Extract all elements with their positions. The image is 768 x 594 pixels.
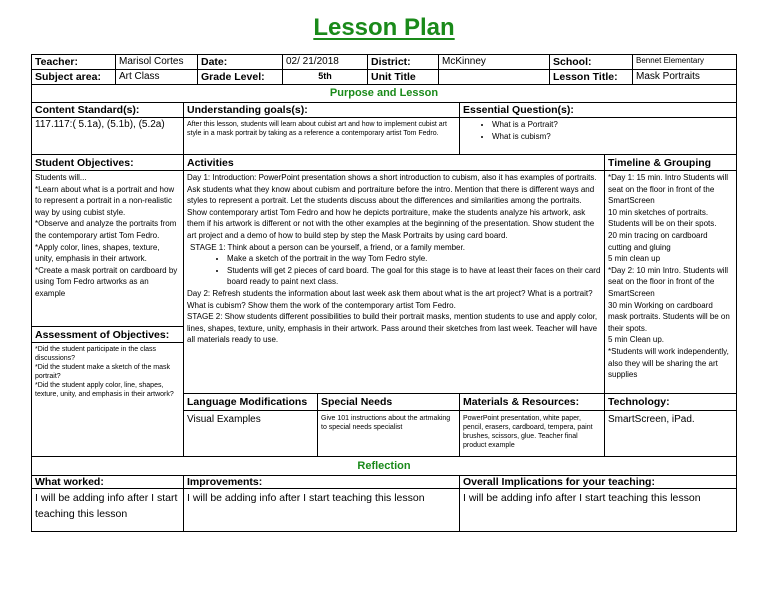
district-label: District: (367, 54, 439, 70)
materials-label: Materials & Resources: (459, 393, 605, 411)
objectives-list (31, 170, 184, 327)
essential-item: • What is a Portrait? (492, 119, 736, 131)
content-standards-label: Content Standard(s): (35, 104, 140, 116)
school-value: Bennet Elementary (632, 54, 737, 70)
timeline-line: 20 min tracing on cardboard cutting and gluing (608, 230, 708, 252)
timeline-line: 5 min clean up (608, 254, 661, 264)
teacher-label: Teacher: (31, 54, 116, 70)
objective-line: *Learn about what is a portrait and how to represent a portrait in a non-realistic way by using cubist style. (35, 184, 175, 217)
subject-value: Art Class (115, 69, 198, 85)
activities-day1: Day 1: Introduction: PowerPoint presentation shows a short introduction to cubism, also it has examples of portraits. Ask students what they know about cubism and portraiture before the intro. Mention that there is different ways and styles to represent a portrait. Let the students discuss about the differences and similarities among the portraits. Show contemporary artist Tom Fedro and how he depicts portraiture, make the students analyze his artwork, ask them if his artwork is different or not with the other examples at the beginning of the presentation. Show student the art project and a demo of how to build step by step the Mask Portraits by using card board. (187, 173, 597, 240)
date-value: 02/ 21/2018 (282, 54, 368, 70)
technology-label: Technology: (604, 393, 737, 411)
school-label: School: (549, 54, 633, 70)
activities-stage2: STAGE 2: Show students different possibilities to build their portrait masks, mention students to use and apply color, lines, shapes, texture, unity, emphasis in their artwork. Pass around their sketches from last week. Teacher will have all materials ready to use. (187, 312, 598, 345)
objective-line: *Observe and analyze the portraits from the contemporary artist Tom Fedro. (35, 219, 177, 240)
objective-line: *Apply color, lines, shapes, texture, unity, emphasis in their artwork. (35, 242, 160, 264)
materials-value: PowerPoint presentation, white paper, pencil, erasers, cardboard, tempera, paint brushes, scissors, glue. Teacher final product example (459, 410, 605, 457)
stage1-item: • Students will get 2 pieces of card board. The goal for this stage is to have at least their faces on their card board ready to paint next class. (227, 265, 601, 288)
activities-label: Activities (183, 154, 605, 171)
lesson-title-value: Mask Portraits (632, 69, 737, 85)
assessment-line: *Did the student participate in the class discussions? (35, 346, 157, 362)
technology-value: SmartScreen, iPad. (604, 410, 737, 457)
overall-label: Overall Implications for your teaching: (459, 475, 737, 489)
unit-value (438, 69, 550, 85)
unit-label: Unit Title (367, 69, 439, 85)
timeline-line: *Day 1: 15 min. Intro Students will seat on the floor in front of the SmartScreen (608, 173, 729, 206)
objectives-label: Student Objectives: (31, 154, 184, 171)
district-value: McKinney (438, 54, 550, 70)
worked-value: I will be adding info after I start teaching this lesson (31, 488, 184, 532)
stage1-item: • Make a sketch of the portrait in the way Tom Fedro style. (227, 253, 601, 265)
special-value: Give 101 instructions about the artmaking to special needs specialist (317, 410, 460, 457)
understanding-value: After this lesson, students will learn about cubist art and how to implement cubist art style in a mask portrait by taking as a reference a contemporary artist Tom Fedro. (184, 117, 459, 139)
assessment-line: *Did the student make a sketch of the mask portrait? (35, 364, 171, 380)
understanding-cell (183, 102, 460, 155)
language-label: Language Modifications (183, 393, 318, 411)
purpose-heading: Purpose and Lesson (31, 84, 737, 103)
timeline-line: 10 min sketches of portraits. Students will be on their spots. (608, 207, 717, 229)
understanding-label: Understanding goals(s): (187, 104, 308, 116)
page-title: Lesson Plan (313, 14, 455, 41)
timeline-list (604, 170, 737, 394)
activities-day2: Day 2: Refresh students the information about last week ask them about what is the art project? What is a portrait? What is cubism? Show them the work of the contemporary artist Tom Fedro. (187, 288, 593, 310)
improvements-value: I will be adding info after I start teaching this lesson (183, 488, 460, 532)
essential-item: • What is cubism? (492, 131, 736, 143)
activities-stage1: STAGE 1: Think about a person can be yourself, a friend, or a family member. (190, 242, 465, 252)
timeline-line: 30 min Working on cardboard mask portraits. Students will be on their spots. (608, 300, 730, 333)
worked-label: What worked: (31, 475, 184, 489)
timeline-line: *Students will work independently, also they will be sharing the art supplies (608, 346, 729, 380)
content-standards-cell (31, 102, 184, 155)
essential-cell (459, 102, 737, 155)
grade-value: 5th (282, 69, 368, 85)
overall-value: I will be adding info after I start teaching this lesson (459, 488, 737, 532)
objective-line: *Create a mask portrait on cardboard by using Tom Fedro artworks as an example (35, 265, 178, 298)
essential-label: Essential Question(s): (463, 104, 574, 116)
reflection-heading: Reflection (31, 456, 737, 476)
assessment-label: Assessment of Objectives: (31, 326, 184, 343)
special-label: Special Needs (317, 393, 460, 411)
subject-label: Subject area: (31, 69, 116, 85)
lesson-title-label: Lesson Title: (549, 69, 633, 85)
language-value: Visual Examples (183, 410, 318, 457)
assessment-line: *Did the student apply color, line, shapes, texture, unity, and emphasis in their artwork? (35, 382, 174, 398)
objective-line: Students will... (35, 173, 87, 182)
improvements-label: Improvements: (183, 475, 460, 489)
timeline-line: *Day 2: 10 min Intro. Students will seat on the floor in front of the SmartScreen (608, 265, 729, 298)
timeline-label: Timeline & Grouping (604, 154, 737, 171)
content-standards-value: 117.117:( 5.1a), (5.1b), (5.2a) (32, 117, 183, 132)
assessment-list (31, 342, 184, 457)
teacher-value: Marisol Cortes (115, 54, 198, 70)
grade-label: Grade Level: (197, 69, 283, 85)
date-label: Date: (197, 54, 283, 70)
timeline-line: 5 min Clean up. (608, 335, 665, 345)
activities-body (183, 170, 605, 394)
